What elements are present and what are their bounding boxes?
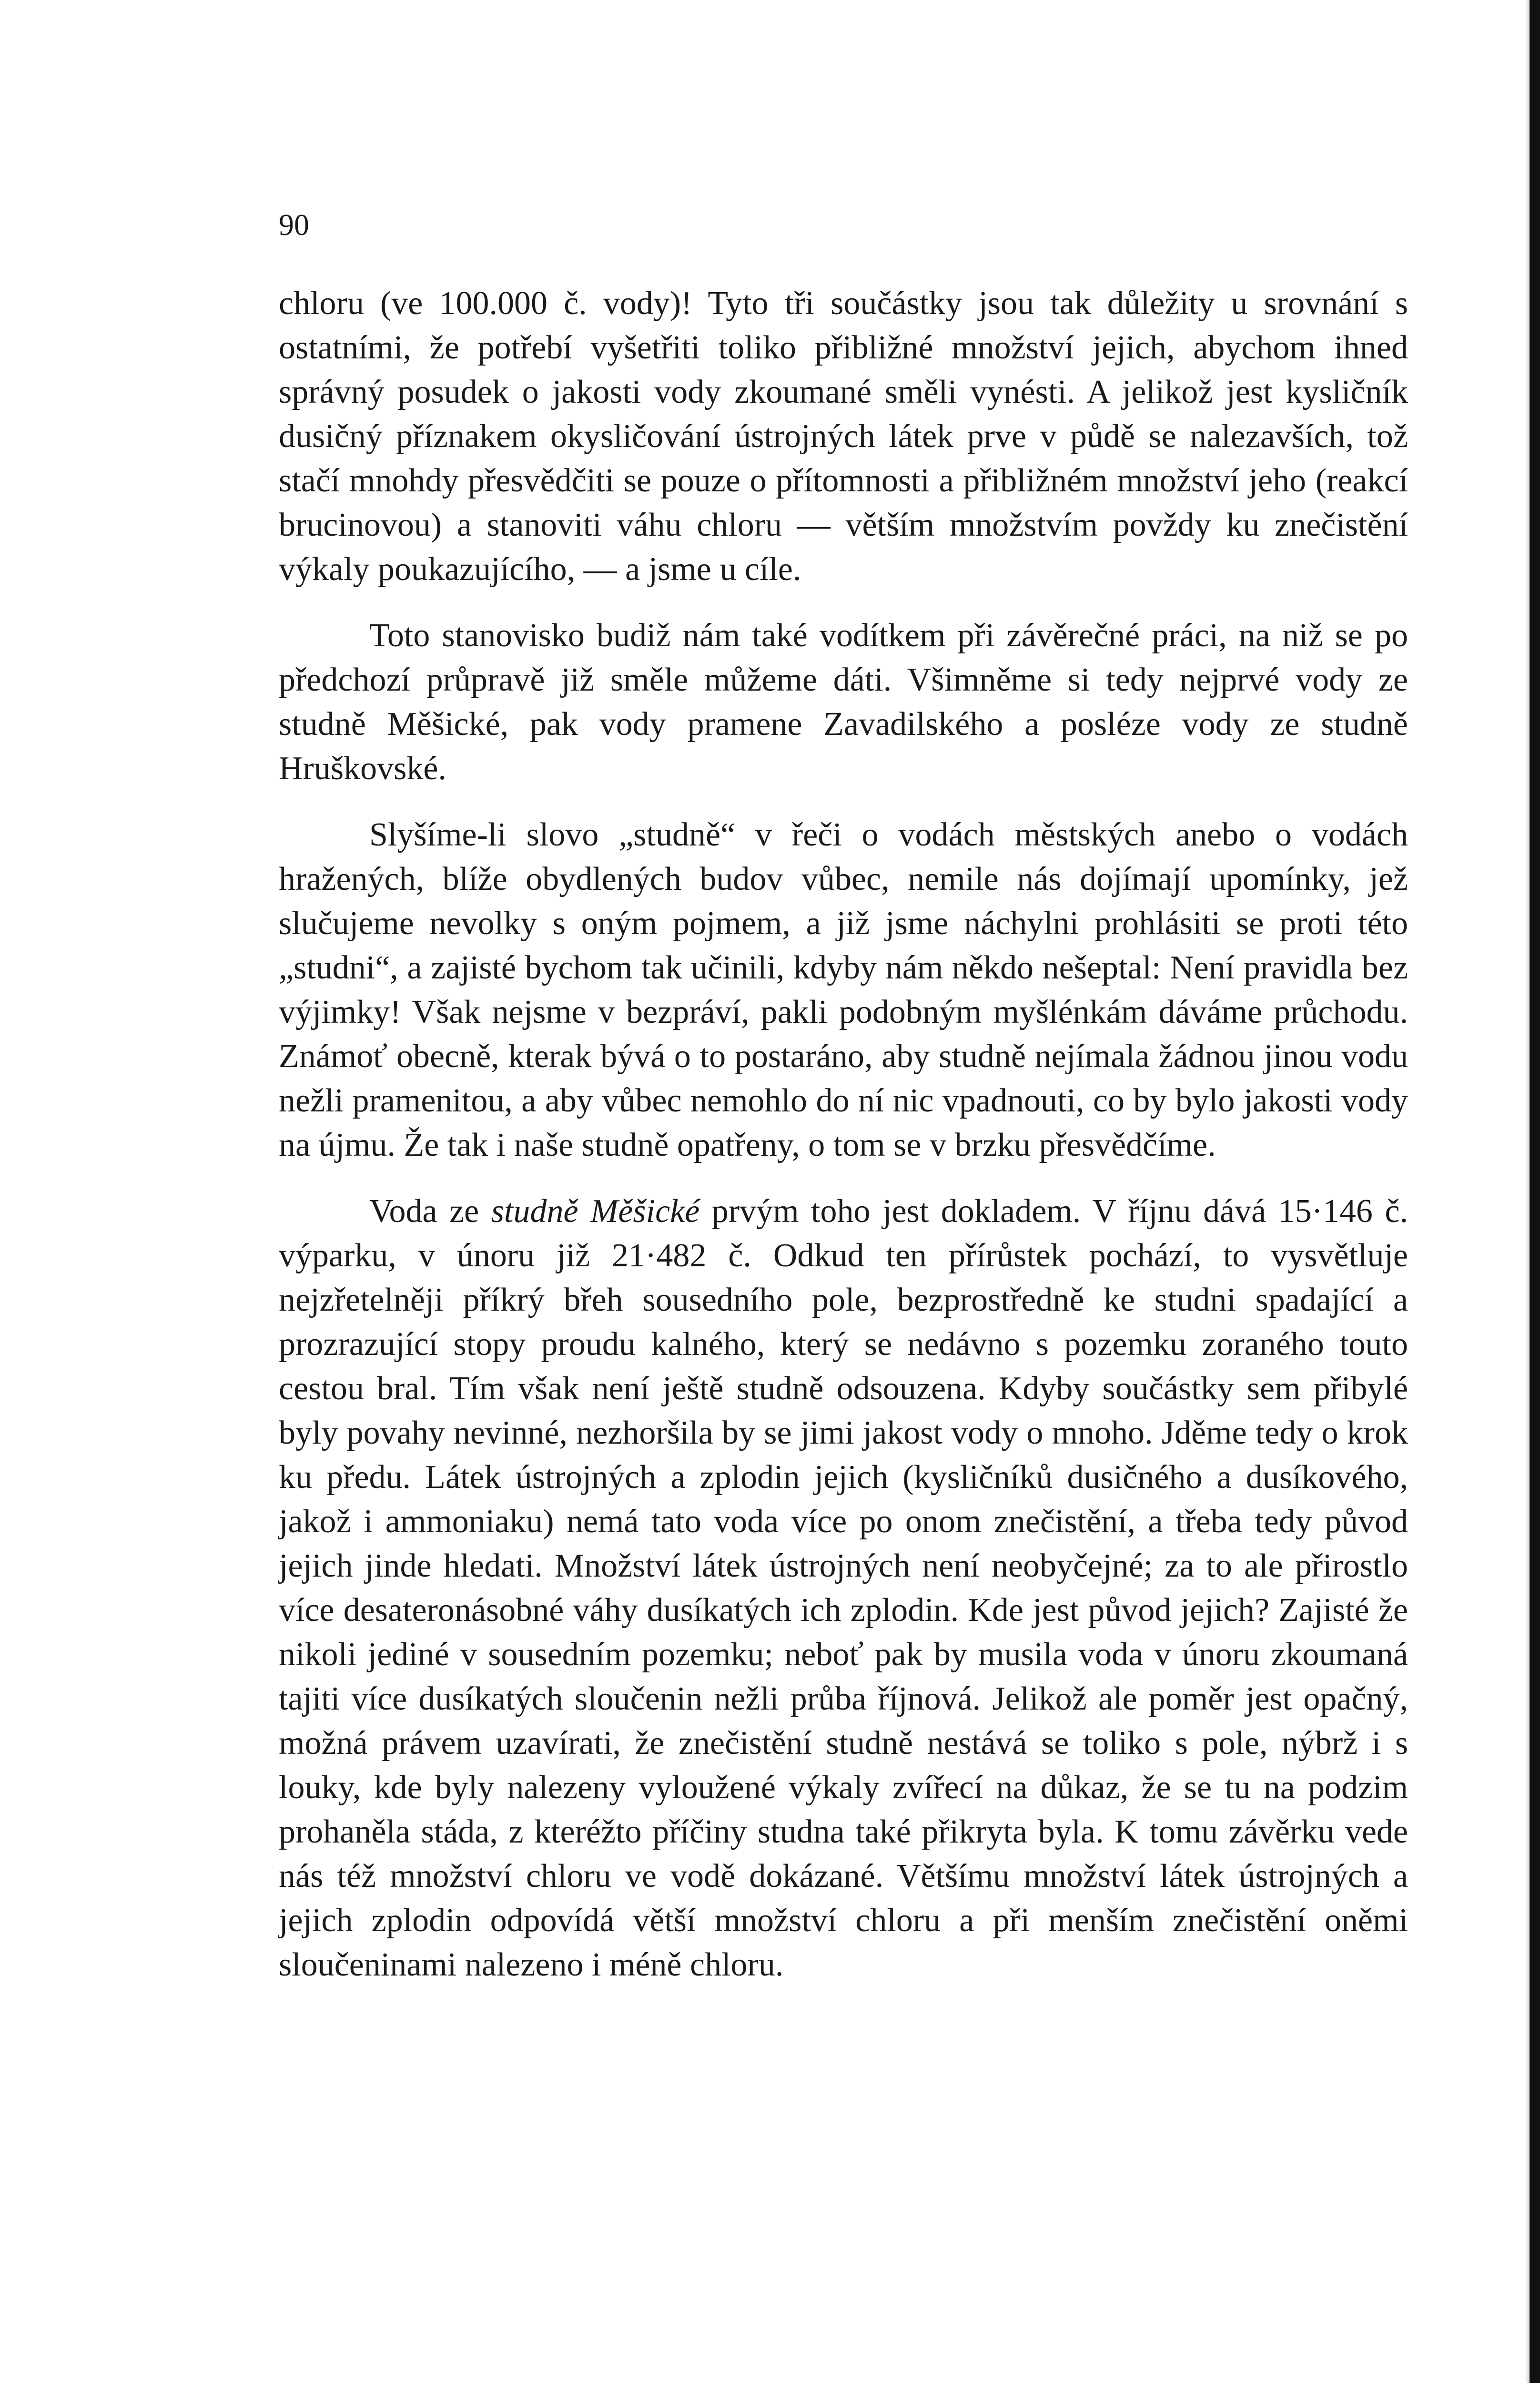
page-number: 90	[279, 208, 309, 242]
paragraph-1: chloru (ve 100.000 č. vody)! Tyto tři součástky jsou tak důležity u srovnání s ostatními, že potřebí vyšetřiti toliko přibližné množství jejich, abychom ihned správný posudek o jakosti vody zkoumané směli vynésti. A jelikož jest kysličník dusičný příznakem okysličování ústrojných látek prve v půdě se nalezavších, tož stačí mnohdy přesvědčiti se pouze o přítomnosti a přibližném množství jeho (reakcí brucinovou) a stanoviti váhu chloru — větším množstvím povždy ku znečistění výkaly poukazujícího, — a jsme u cíle.	[279, 285, 1408, 588]
paragraph-4-italic: studně Měšické	[491, 1193, 700, 1230]
paragraph-4-lead: Voda ze	[369, 1193, 491, 1230]
paragraph-4	[279, 1189, 1408, 1987]
body-text	[279, 281, 1408, 1987]
paragraph-2: Toto stanovisko budiž nám také vodítkem při závěrečné práci, na niž se po předchozí průpravě již směle můžeme dáti. Všimněme si tedy nejprvé vody ze studně Měšické, pak vody pramene Zavadilského a posléze vody ze studně Hruškovské.	[279, 617, 1408, 787]
paragraph-3: Slyšíme-li slovo „studně“ v řeči o vodách městských anebo o vodách hražených, blíže obydlených budov vůbec, nemile nás dojímají upomínky, jež slučujeme nevolky s oným pojmem, a již jsme náchylni prohlásiti se proti této „studni“, a zajisté bychom tak učinili, kdyby nám někdo nešeptal: Není pravidla bez výjimky! Však nejsme v bezpráví, pakli podobným myšlénkám dáváme průchodu. Známoť obecně, kterak bývá o to postaráno, aby studně nejímala žádnou jinou vodu nežli pramenitou, a aby vůbec nemohlo do ní nic vpadnouti, co by bylo jakosti vody na újmu. Že tak i naše studně opatřeny, o tom se v brzku přesvědčíme.	[279, 816, 1408, 1163]
scan-border	[1530, 0, 1540, 2383]
paragraph-4-rest: prvým toho jest dokladem. V říjnu dává 15·146 č. výparku, v únoru již 21·482 č. Odkud ten přírůstek pochází, to vysvětluje nejzřetelněji příkrý břeh sousedního pole, bezprostředně ke studni spadající a prozrazující stopy proudu kalného, který se nedávno s pozemku zoraného touto cestou bral. Tím však není ještě studně odsouzena. Kdyby součástky sem přibylé byly povahy nevinné, nezhoršila by se jimi jakost vody o mnoho. Jděme tedy o krok ku předu. Látek ústrojných a zplodin jejich (kysličníků dusičného a dusíkového, jakož i ammoniaku) nemá tato voda více po onom znečistění, a třeba tedy původ jejich jinde hledati. Množství látek ústrojných není neobyčejné; za to ale přirostlo více desateronásobné váhy dusíkatých ich zplodin. Kde jest původ jejich? Zajisté že nikoli jediné v sousedním pozemku; neboť pak by musila voda v únoru zkoumaná tajiti více dusíkatých sloučenin nežli průba říjnová. Jelikož ale poměr jest opačný, možná právem uzavírati, že znečistění studně nestává se toliko s pole, nýbrž i s louky, kde byly nalezeny vyloužené výkaly zvířecí na důkaz, že se tu na podzim prohaněla stáda, z kteréžto příčiny studna také přikryta byla. K tomu závěrku vede nás též množství chloru ve vodě dokázané. Většímu množství látek ústrojných a jejich zplodin odpovídá větší množství chloru a při menším znečistění oněmi sloučeninami nalezeno i méně chloru.	[279, 1193, 1408, 1983]
page-edge-shadow	[1525, 0, 1530, 2383]
